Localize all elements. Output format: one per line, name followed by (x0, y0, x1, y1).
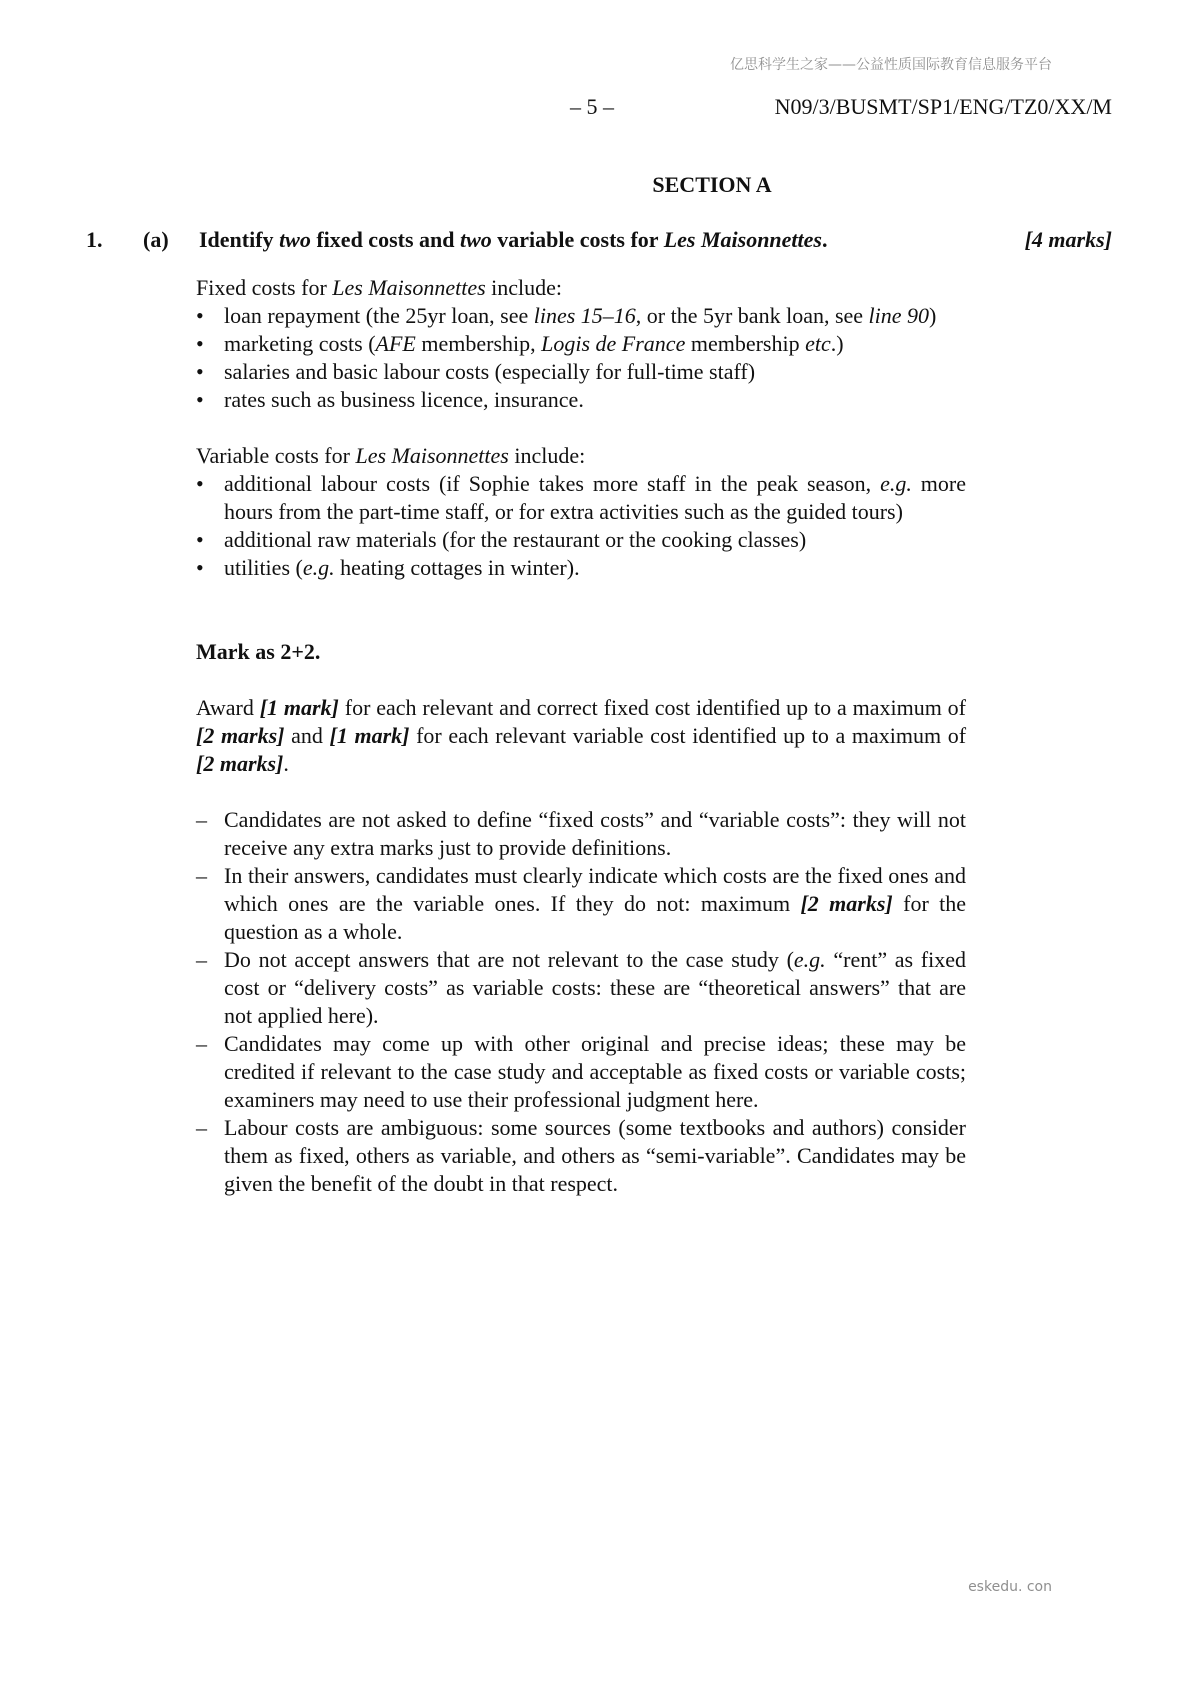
fixed-costs-list (196, 302, 966, 414)
var-b1-1: additional labour costs (if Sophie takes more staff in the peak season, (224, 471, 881, 496)
list-item (196, 946, 966, 1030)
fixed-intro-2: Les Maisonnettes (332, 275, 486, 300)
variable-costs-list (196, 470, 966, 582)
fixed-b2-6: etc (805, 331, 831, 356)
fixed-b2-1: marketing costs ( (224, 331, 376, 356)
fixed-b2-3: membership, (415, 331, 542, 356)
var-b2: additional raw materials (for the restaurant or the cooking classes) (224, 527, 807, 552)
mark-heading (196, 638, 966, 666)
page-number: – 5 – (570, 94, 614, 119)
dash-icon: – (196, 863, 207, 888)
award-t1: Award (196, 695, 260, 720)
question-part: (a) (143, 227, 169, 252)
list-item (196, 526, 966, 554)
var-b1-3: more hours from the part-time staff, or for extra activities such as the guided tours) (224, 471, 966, 524)
fixed-b3: salaries and basic labour costs (especially for full-time staff) (224, 359, 756, 384)
list-item (196, 806, 966, 862)
mark-heading-text: Mark as 2+2. (196, 639, 321, 664)
list-item (196, 358, 966, 386)
note-4: Candidates may come up with other original and precise ideas; these may be credited if relevant to the case study and acceptable as fixed costs or variable costs; examiners may need to use their professional judgment here. (224, 1031, 966, 1112)
note-3-3: “rent” as fixed cost or “delivery costs” as variable costs: these are “theoretical answers” that are not applied here). (224, 947, 967, 1028)
var-b3-1: utilities ( (224, 555, 303, 580)
fixed-b1-1: loan repayment (the 25yr loan, see (224, 303, 534, 328)
var-intro-3: include: (508, 443, 586, 468)
var-intro-2: Les Maisonnettes (355, 443, 509, 468)
fixed-costs-intro (196, 274, 966, 302)
fixed-b1-4: line 90 (868, 303, 930, 328)
note-5: Labour costs are ambiguous: some sources (some textbooks and authors) consider them as fixed, others as variable, and others as “semi-variable”. Candidates may be given the benefit of the doubt in that respect. (224, 1115, 966, 1196)
list-item (196, 1114, 966, 1198)
var-b3-2: e.g. (302, 555, 335, 580)
bullet-icon: • (196, 555, 204, 580)
dash-icon: – (196, 947, 207, 972)
page-header (0, 94, 1112, 124)
fixed-b1-5: ) (929, 303, 937, 328)
q-text-1: Identify (199, 227, 280, 252)
var-b3-3: heating cottages in winter). (334, 555, 580, 580)
question-marks: [4 marks] (1024, 227, 1112, 252)
award-t4: [2 marks] (196, 723, 285, 748)
dash-icon: – (196, 1115, 207, 1140)
fixed-b1-2: lines 15–16 (533, 303, 636, 328)
var-intro-1: Variable costs for (196, 443, 356, 468)
note-2-2: [2 marks] (800, 891, 893, 916)
bullet-icon: • (196, 303, 204, 328)
award-t5: and (284, 723, 330, 748)
section-title: SECTION A (652, 172, 772, 197)
watermark-bottom: eskedu. con (968, 1579, 1052, 1595)
fixed-intro-1: Fixed costs for (196, 275, 333, 300)
award-paragraph (196, 694, 966, 778)
list-item (196, 862, 966, 946)
note-3-1: Do not accept answers that are not relevant to the case study ( (224, 947, 794, 972)
bullet-icon: • (196, 471, 204, 496)
note-2-3: for the question as a whole. (224, 891, 967, 944)
q-text-3: fixed costs and (310, 227, 460, 252)
fixed-b4: rates such as business licence, insurance. (224, 387, 584, 412)
q-text-4: two (459, 227, 492, 252)
list-item (196, 554, 966, 582)
list-item (196, 302, 966, 330)
variable-costs-intro (196, 442, 966, 470)
paper-code: N09/3/BUSMT/SP1/ENG/TZ0/XX/M (774, 94, 1112, 119)
dash-icon: – (196, 1031, 207, 1056)
notes-list (196, 806, 966, 1198)
bullet-icon: • (196, 331, 204, 356)
note-3-2: e.g. (793, 947, 826, 972)
award-t9: . (283, 751, 289, 776)
bullet-icon: • (196, 527, 204, 552)
question-text (199, 227, 827, 253)
fixed-b2-2: AFE (375, 331, 416, 356)
watermark-top: 亿思科学生之家——公益性质国际教育信息服务平台 (730, 57, 1052, 73)
list-item (196, 330, 966, 358)
fixed-b1-3: , or the 5yr bank loan, see (635, 303, 869, 328)
q-text-6: Les Maisonnettes (663, 227, 822, 252)
fixed-intro-3: include: (485, 275, 563, 300)
q-text-5: variable costs for (491, 227, 664, 252)
question-number: 1. (86, 227, 103, 252)
var-b1-2: e.g. (880, 471, 912, 496)
fixed-b2-4: Logis de France (541, 331, 686, 356)
award-t7: for each relevant variable cost identified up to a maximum of (409, 723, 967, 748)
fixed-b2-7: .) (830, 331, 844, 356)
award-t3: for each relevant and correct fixed cost identified up to a maximum of (338, 695, 966, 720)
list-item (196, 470, 966, 526)
note-2-1: In their answers, candidates must clearly indicate which costs are the fixed ones and which ones are the variable ones. If they do not: maximum (224, 863, 966, 916)
award-t2: [1 mark] (259, 695, 339, 720)
list-item (196, 1030, 966, 1114)
award-t8: [2 marks] (196, 751, 284, 776)
q-text-7: . (821, 227, 828, 252)
q-text-2: two (279, 227, 311, 252)
fixed-b2-5: membership (685, 331, 806, 356)
list-item (196, 386, 966, 414)
bullet-icon: • (196, 359, 204, 384)
note-1: Candidates are not asked to define “fixed costs” and “variable costs”: they will not receive any extra marks just to provide definitions. (224, 807, 966, 860)
dash-icon: – (196, 807, 207, 832)
bullet-icon: • (196, 387, 204, 412)
award-t6: [1 mark] (329, 723, 410, 748)
markscheme-content (196, 274, 966, 1198)
